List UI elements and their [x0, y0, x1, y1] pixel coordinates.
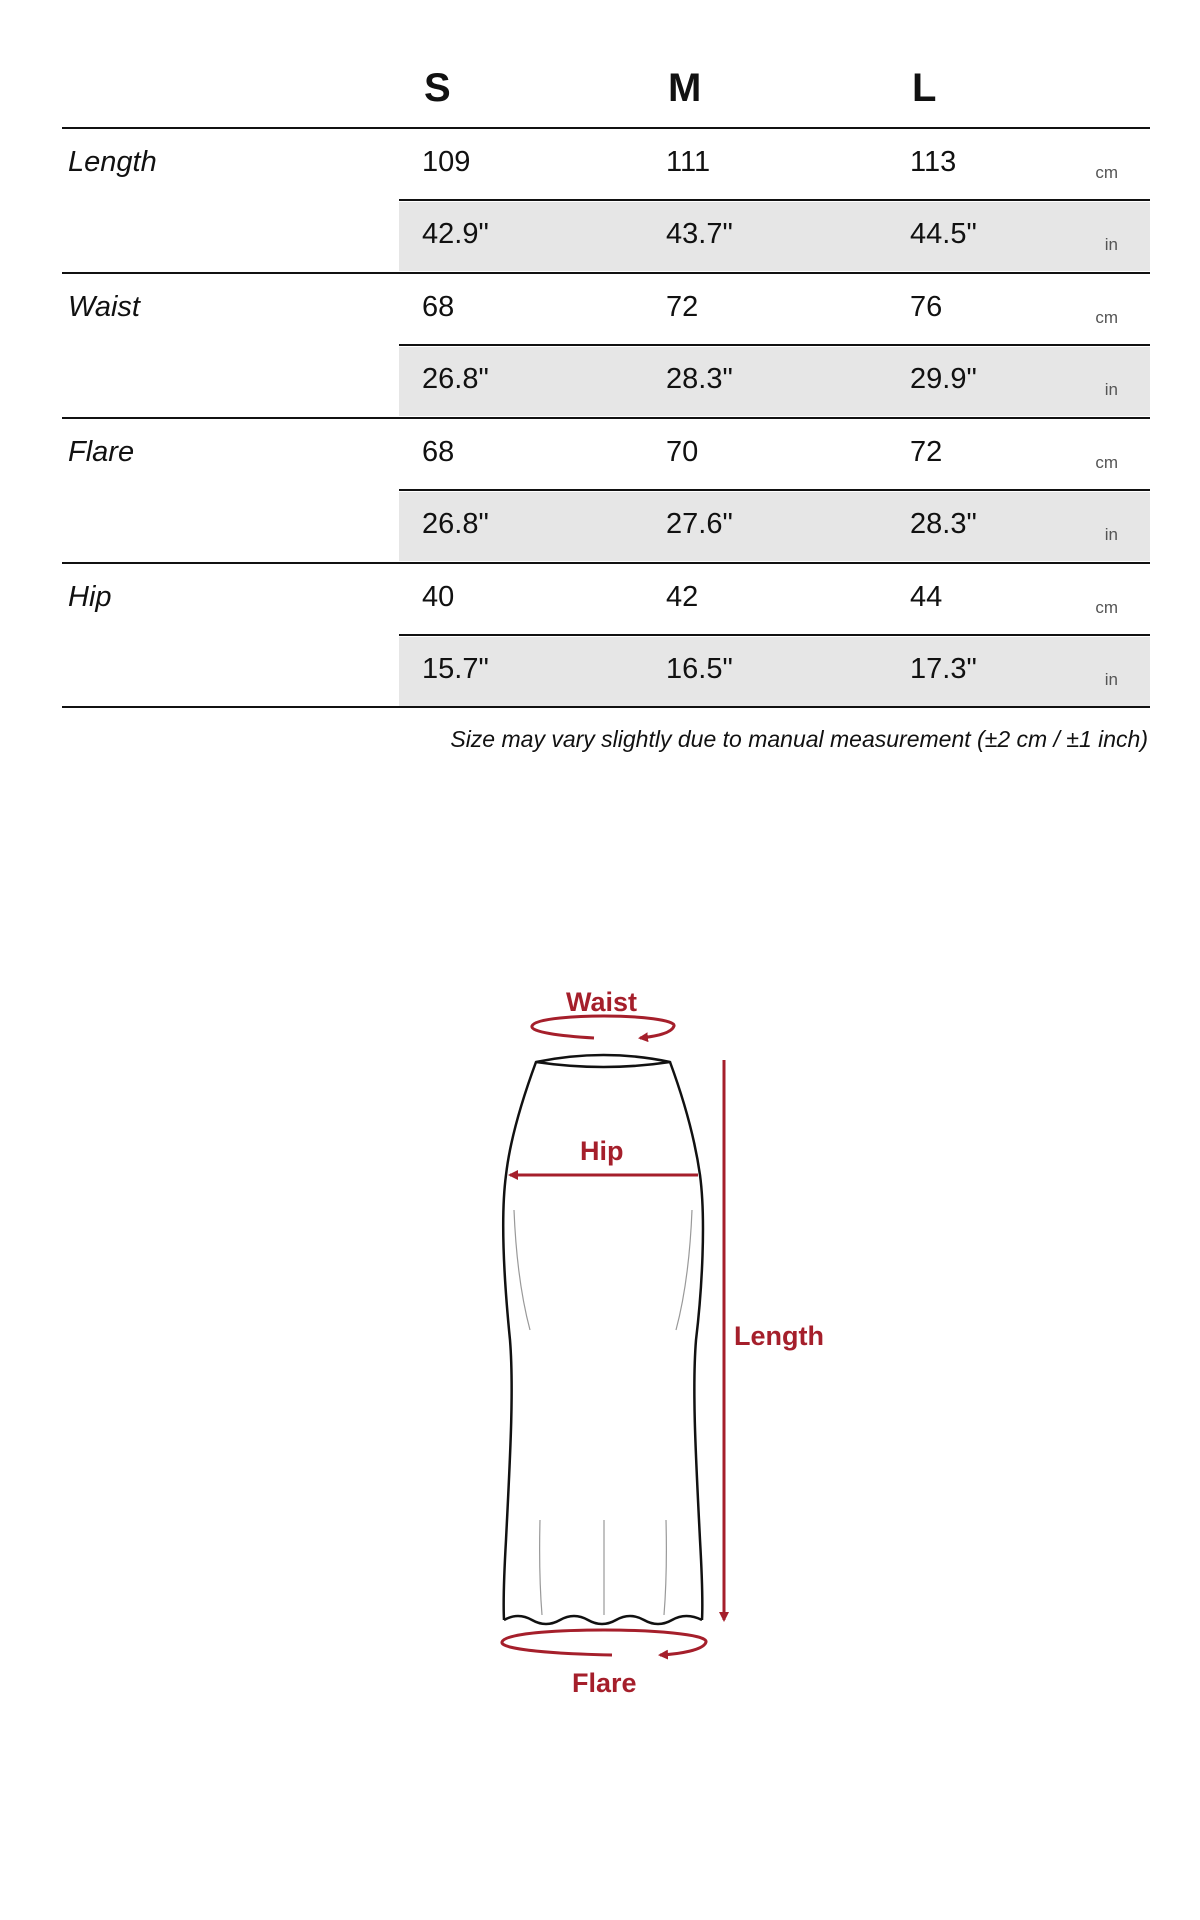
cell-waist-s-cm: 68: [422, 291, 455, 323]
unit-cm: cm: [1095, 598, 1118, 617]
size-header-l: L: [912, 66, 937, 110]
row-label-flare: Flare: [68, 436, 135, 468]
subrow-rule-waist: [399, 344, 1150, 346]
table-rule-3: [62, 562, 1150, 564]
cell-length-s-cm: 109: [422, 146, 471, 178]
row-label-length: Length: [68, 146, 157, 178]
label-hip: Hip: [580, 1136, 624, 1166]
row-shade-hip-in: [399, 637, 1150, 706]
cell-waist-l-cm: 76: [910, 291, 943, 323]
table-rule-top: [62, 127, 1150, 129]
label-length: Length: [734, 1321, 824, 1351]
cell-length-m-in: 43.7": [666, 218, 733, 250]
cell-waist-s-in: 26.8": [422, 363, 489, 395]
label-flare: Flare: [572, 1668, 637, 1698]
cell-hip-m-in: 16.5": [666, 653, 733, 685]
cell-waist-m-cm: 72: [666, 291, 699, 323]
subrow-rule-length: [399, 199, 1150, 201]
unit-in: in: [1104, 525, 1118, 544]
skirt-measurement-diagram: [0, 960, 1200, 1720]
unit-cm: cm: [1095, 308, 1118, 327]
cell-hip-m-cm: 42: [666, 581, 699, 613]
cell-flare-m-cm: 70: [666, 436, 699, 468]
row-shade-length-in: [399, 202, 1150, 271]
cell-length-m-cm: 111: [666, 146, 711, 178]
cell-length-l-cm: 113: [910, 146, 957, 178]
table-rule-bottom: [62, 706, 1150, 708]
row-shade-flare-in: [399, 492, 1150, 561]
cell-length-s-in: 42.9": [422, 218, 489, 250]
cell-flare-s-cm: 68: [422, 436, 455, 468]
cell-flare-s-in: 26.8": [422, 508, 489, 540]
label-waist: Waist: [566, 987, 638, 1017]
measurement-note: Size may vary slightly due to manual measurement (±2 cm / ±1 inch): [450, 726, 1148, 752]
waist-arrow: [532, 1016, 674, 1038]
cell-flare-m-in: 27.6": [666, 508, 733, 540]
cell-hip-l-cm: 44: [910, 581, 943, 613]
size-header-s: S: [424, 66, 451, 110]
table-rule-1: [62, 272, 1150, 274]
unit-in: in: [1104, 235, 1118, 254]
flare-arrow: [502, 1630, 706, 1655]
unit-cm: cm: [1095, 453, 1118, 472]
cell-hip-s-in: 15.7": [422, 653, 489, 685]
cell-flare-l-in: 28.3": [910, 508, 977, 540]
cell-hip-s-cm: 40: [422, 581, 455, 613]
size-header-m: M: [668, 66, 702, 110]
row-label-hip: Hip: [68, 581, 112, 613]
cell-flare-l-cm: 72: [910, 436, 943, 468]
cell-waist-m-in: 28.3": [666, 363, 733, 395]
row-label-waist: Waist: [68, 291, 140, 323]
cell-length-l-in: 44.5": [910, 218, 977, 250]
row-shade-waist-in: [399, 347, 1150, 416]
table-rule-2: [62, 417, 1150, 419]
subrow-rule-flare: [399, 489, 1150, 491]
cell-hip-l-in: 17.3": [910, 653, 977, 685]
subrow-rule-hip: [399, 634, 1150, 636]
unit-in: in: [1104, 670, 1118, 689]
unit-cm: cm: [1095, 163, 1118, 182]
unit-in: in: [1104, 380, 1118, 399]
cell-waist-l-in: 29.9": [910, 363, 977, 395]
skirt-drape-lines: [514, 1210, 692, 1615]
